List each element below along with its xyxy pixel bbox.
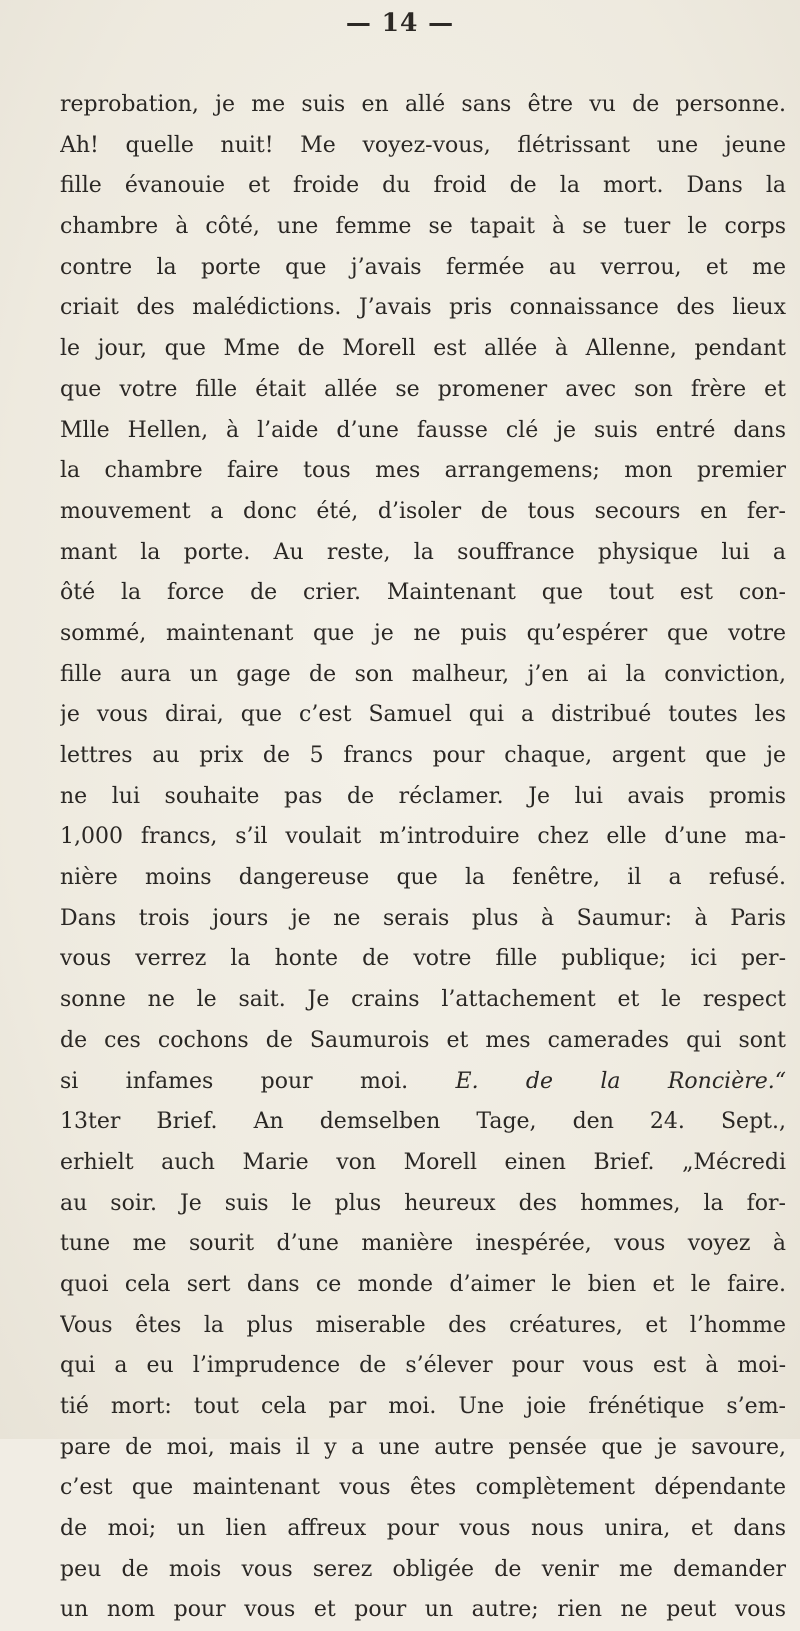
text-line: contre la porte que j’avais fermée au verrou, et me: [60, 254, 786, 280]
text-line: Vous êtes la plus miserable des créatures, et l’homme: [60, 1312, 786, 1338]
text-line: qui a eu l’imprudence de s’élever pour vous est à moi-: [60, 1353, 786, 1379]
signature: E. de la Roncière.“: [455, 1068, 786, 1094]
text-line: la chambre faire tous mes arrangemens; mon premier: [60, 458, 786, 484]
text-line: tune me sourit d’une manière inespérée, vous voyez à: [60, 1231, 786, 1257]
text-line: fille évanouie et froide du froid de la mort. Dans la: [60, 173, 786, 199]
text-line: nière moins dangereuse que la fenêtre, il a refusé.: [60, 865, 786, 891]
text-line: pare de moi, mais il y a une autre pensée que je savoure,: [60, 1434, 786, 1460]
text-line: c’est que maintenant vous êtes complètement dépendante: [60, 1475, 786, 1501]
text-line: fille aura un gage de son malheur, j’en ai la conviction,: [60, 661, 786, 687]
text-line: 1,000 francs, s’il voulait m’introduire chez elle d’une ma-: [60, 824, 786, 850]
text-line: sonne ne le sait. Je crains l’attachement et le respect: [60, 987, 786, 1013]
text-line-end: si infames pour moi.: [60, 1068, 409, 1094]
text-line: Dans trois jours je ne serais plus à Saumur: à Paris: [60, 905, 786, 931]
text-line: mant la porte. Au reste, la souffrance physique lui a: [60, 539, 786, 565]
text-line: vous verrez la honte de votre fille publique; ici per-: [60, 946, 786, 972]
text-line: quoi cela sert dans ce monde d’aimer le bien et le faire.: [60, 1271, 786, 1297]
text-line: peu de mois vous serez obligée de venir me demander: [60, 1556, 786, 1582]
text-line: chambre à côté, une femme se tapait à se tuer le corps: [60, 214, 786, 240]
signature-line: [60, 1062, 786, 1103]
text-line: lettres au prix de 5 francs pour chaque, argent que je: [60, 743, 786, 768]
text-line: que votre fille était allée se promener avec son frère et: [60, 376, 786, 402]
text-line: au soir. Je suis le plus heureux des hommes, la for-: [60, 1190, 786, 1216]
text-line: le jour, que Mme de Morell est allée à Allenne, pendant: [60, 336, 786, 362]
body-text: [60, 85, 786, 1631]
page-number: — 14 —: [345, 8, 455, 37]
text-line: je vous dirai, que c’est Samuel qui a distribué toutes les: [60, 702, 786, 728]
text-line: ôté la force de crier. Maintenant que tout est con-: [60, 580, 786, 606]
text-line: criait des malédictions. J’avais pris connaissance des lieux: [60, 295, 786, 321]
text-line: Ah! quelle nuit! Me voyez-vous, flétrissant une jeune: [60, 132, 786, 158]
text-line: 13ter Brief. An demselben Tage, den 24. Sept.,: [60, 1109, 786, 1135]
text-line: reprobation, je me suis en allé sans être vu de personne.: [60, 92, 786, 117]
text-line: un nom pour vous et pour un autre; rien ne peut vous: [60, 1597, 786, 1623]
text-line: tié mort: tout cela par moi. Une joie frénétique s’em-: [60, 1394, 786, 1419]
text-line: de ces cochons de Saumurois et mes camerades qui sont: [60, 1027, 786, 1053]
text-line: mouvement a donc été, d’isoler de tous secours en fer-: [60, 498, 786, 524]
text-line: de moi; un lien affreux pour vous nous unira, et dans: [60, 1516, 786, 1542]
text-line: erhielt auch Marie von Morell einen Brief. „Mécredi: [60, 1149, 786, 1175]
text-line: ne lui souhaite pas de réclamer. Je lui avais promis: [60, 783, 786, 809]
text-line: sommé, maintenant que je ne puis qu’espérer que votre: [60, 620, 786, 646]
text-line: Mlle Hellen, à l’aide d’une fausse clé je suis entré dans: [60, 417, 786, 443]
